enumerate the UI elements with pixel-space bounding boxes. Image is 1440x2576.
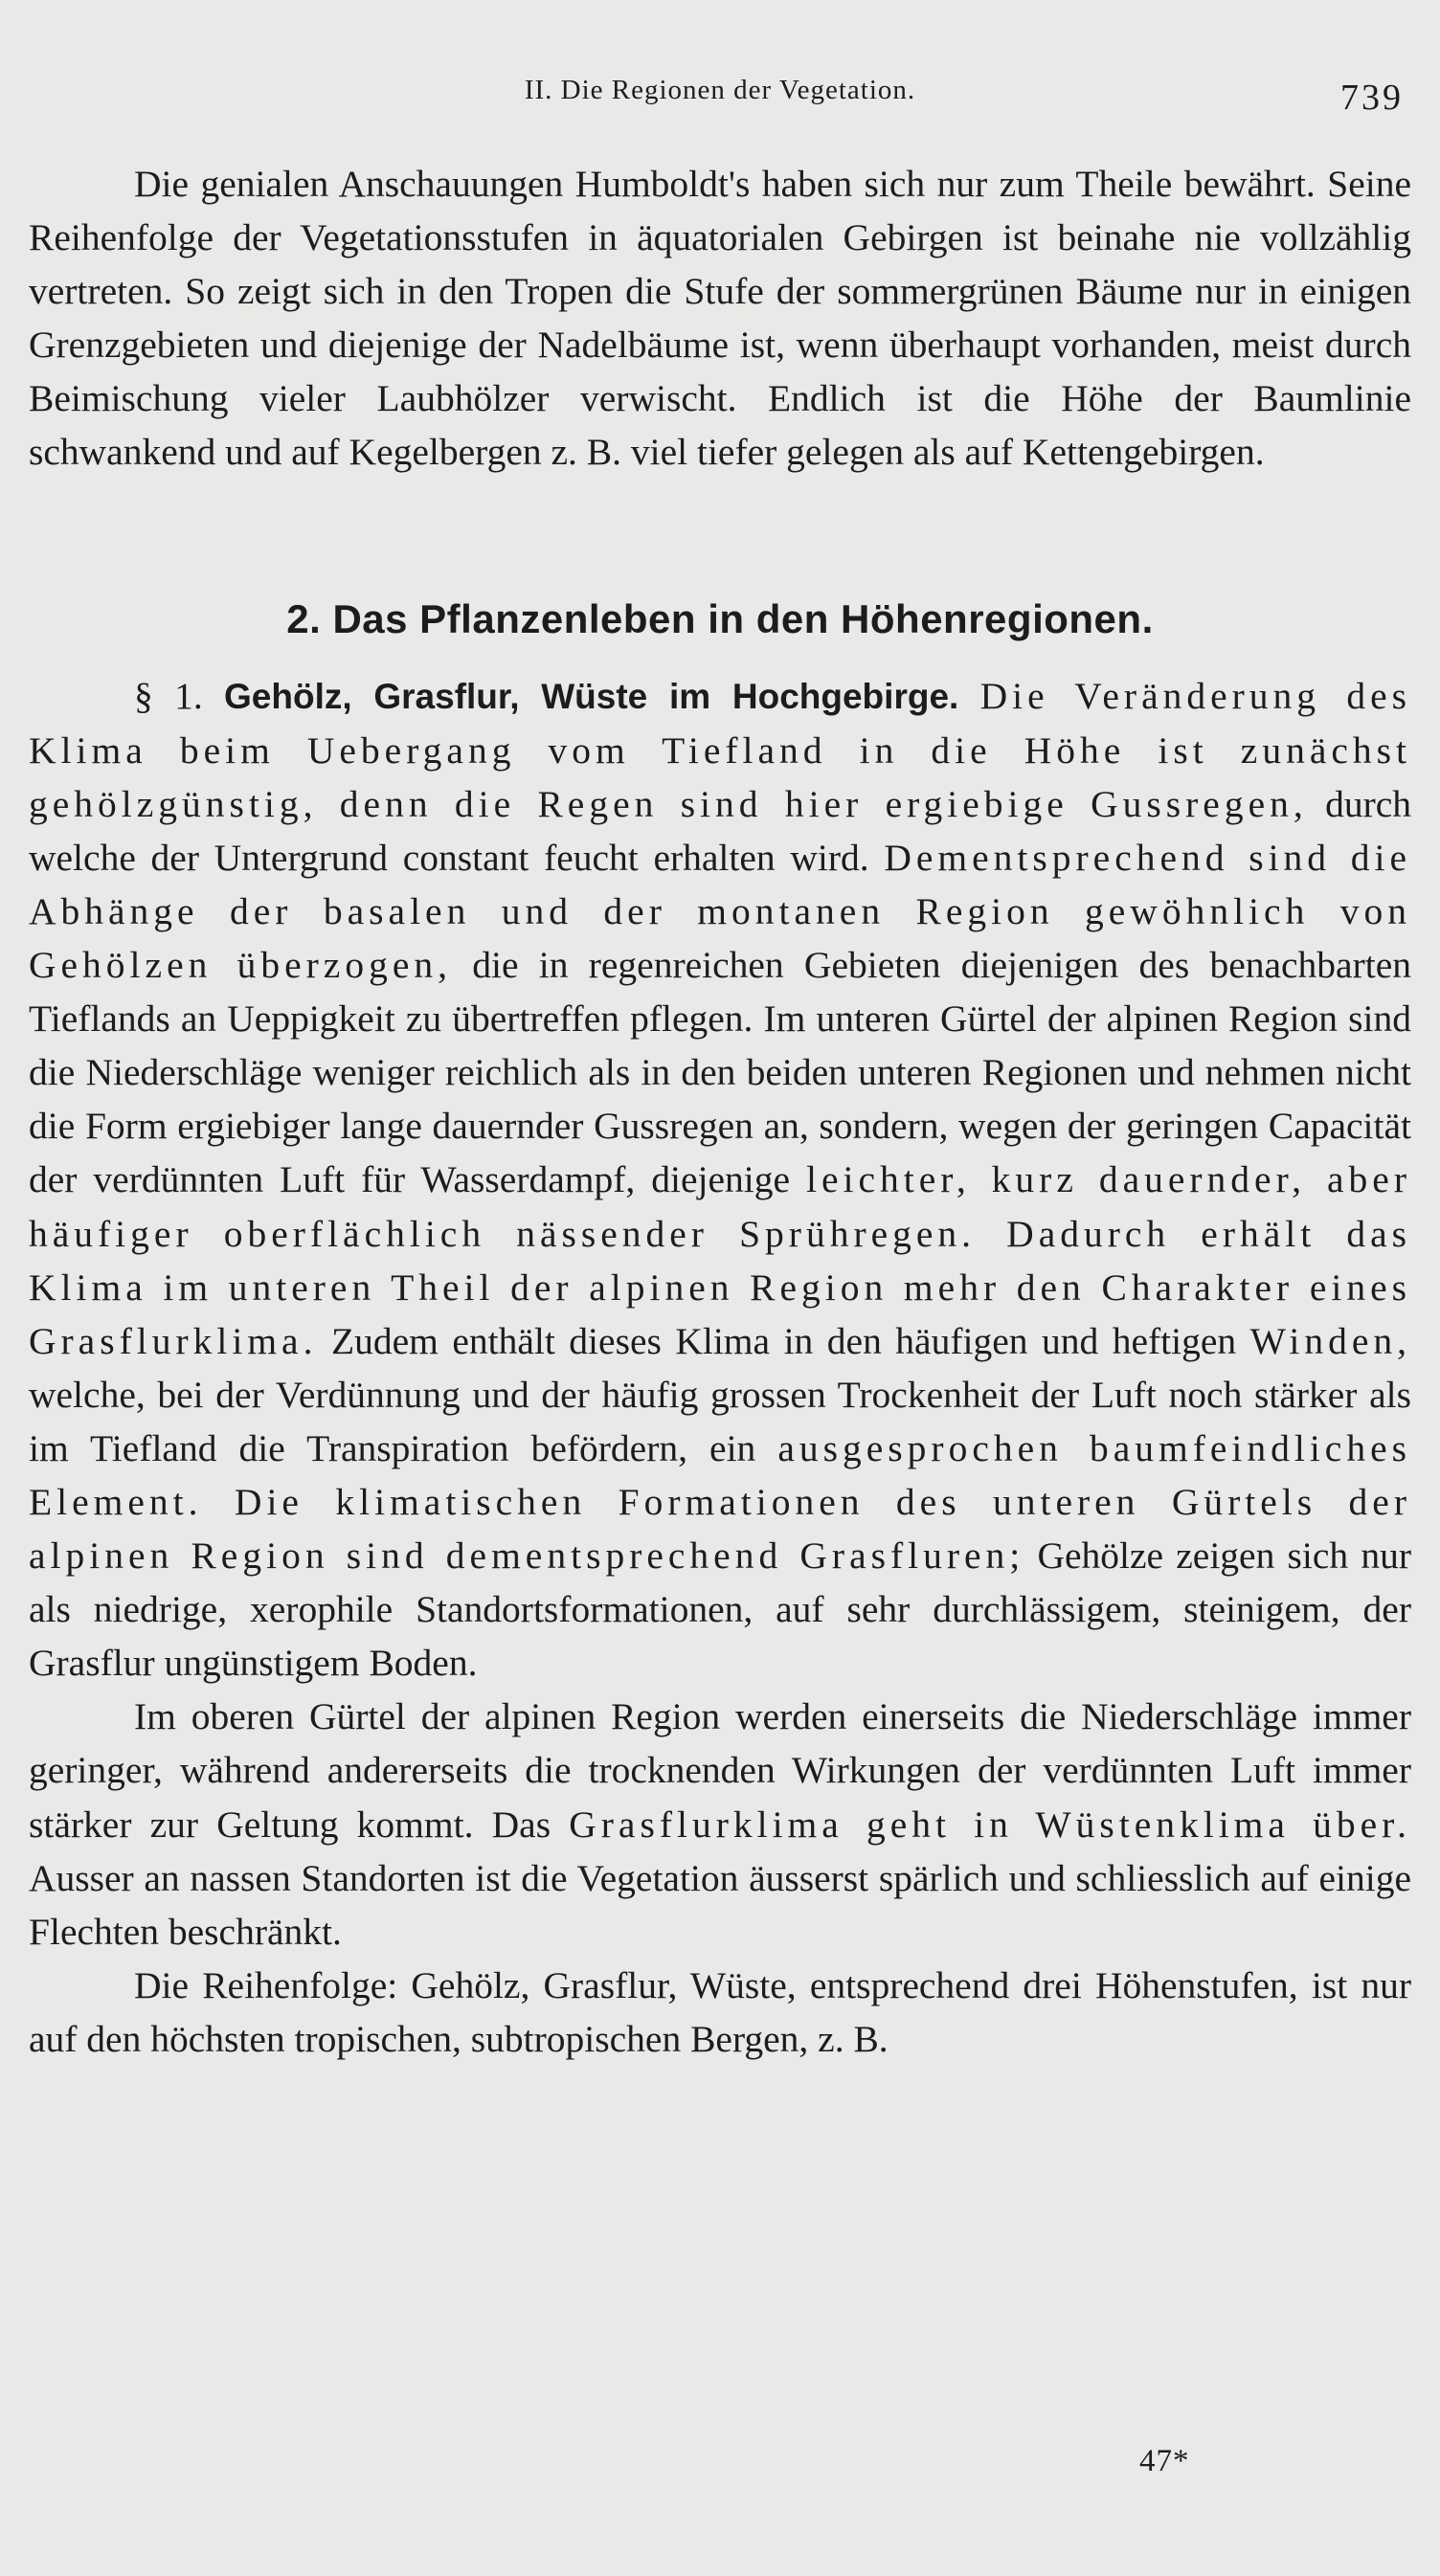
text-run: Im oberen Gürtel der alpinen Region werden einerseits die Niederschläge immer geringer, während andererseits die trocknenden Wirkungen der verdünnten Luft immer stärker zur Geltung kommt. Das [29,1695,1411,1846]
section-sign: § [134,674,153,717]
emphasis-text: Winden, [1249,1319,1411,1362]
page-number: 739 [1340,78,1404,118]
text-run: welche, bei der Verdünnung und der häufig grossen Trockenheit der Luft noch stärker als im Tiefland die Transpiration befördern, ein [29,1373,1411,1469]
paragraph-1 [29,669,1411,1691]
text-run: Zudem enthält dieses Klima in den häufigen und heftigen [317,1319,1250,1362]
text-run: Ausser an nassen Standorten ist die Vegetation äusserst spärlich und schliesslich auf einige Flechten beschränkt. [29,1856,1411,1953]
text-run: Gehölze zeigen sich nur als niedrige, xerophile Standortsformationen, auf sehr durchlässigem, steinigem, der Grasflur ungünstigem Boden. [29,1534,1412,1685]
section-heading: 2. Das Pflanzenleben in den Höhenregionen. [286,595,1154,641]
subsection-title: Gehölz, Grasflur, Wüste im Hochgebirge. [224,676,959,716]
paragraph-3: Die Reihenfolge: Gehölz, Grasflur, Wüste, entsprechend drei Höhenstufen, ist nur auf den höchsten tropischen, subtropischen Bergen, z. B. [29,1963,1411,2060]
emphasis-text: Grasflurklima geht in Wüstenklima über. [569,1803,1411,1846]
emphasis-text: ausgesprochen baumfeindliches Element. Die klimatischen Formationen des unteren Gürtels der alpinen Region sind dementsprechend Grasfluren; [29,1426,1411,1578]
running-head: II. Die Regionen der Vegetation. [524,75,916,105]
emphasis-text: leichter, kurz dauernder, aber häufiger oberflächlich nässender Sprühregen. Dadurch erhält das Klima im unteren Theil der alpinen Region mehr den Charakter eines Grasflurklima. [29,1158,1411,1362]
signature-mark: 47* [1139,2444,1190,2478]
subsection-number: 1. [174,674,203,717]
emphasis-text: Die Veränderung des Klima beim Uebergang vom Tiefland in die Höhe ist zunächst gehölzgünstig, denn die Regen sind hier ergiebige Gussregen, [29,674,1412,825]
paragraph-2 [29,1690,1411,1958]
text-run: die in regenreichen Gebieten diejenigen des benachbarten Tieflands an Ueppigkeit zu übertreffen pflegen. Im unteren Gürtel der alpinen Region sind die Niederschläge weniger reichlich als in den beiden unteren Regionen und nehmen nicht die Form ergiebiger lange dauernder Gussregen an, sondern, wegen der geringen Capacität der verdünnten Luft für Wasserdampf, diejenige [29,944,1411,1201]
intro-paragraph: Die genialen Anschauungen Humboldt's haben sich nur zum Theile bewährt. Seine Reihenfolge der Vegetationsstufen in äquatorialen Gebirgen ist beinahe nie vollzählig vertreten. So zeigt sich in den Tropen die Stufe der sommergrünen Bäume nur in einigen Grenzgebieten und diejenige der Nadelbäume ist, wenn überhaupt vorhanden, meist durch Beimischung vieler Laubhölzer verwischt. Endlich ist die Höhe der Baumlinie schwankend und auf Kegelbergen z. B. viel tiefer gelegen als auf Kettengebirgen. [29,163,1411,474]
body-text [29,157,1411,2066]
text-run: durch welche der Untergrund constant feucht erhalten wird. [29,782,1412,879]
emphasis-text: Dementsprechend sind die Abhänge der basalen und der montanen Region gewöhnlich von Gehölzen überzogen, [29,836,1411,987]
